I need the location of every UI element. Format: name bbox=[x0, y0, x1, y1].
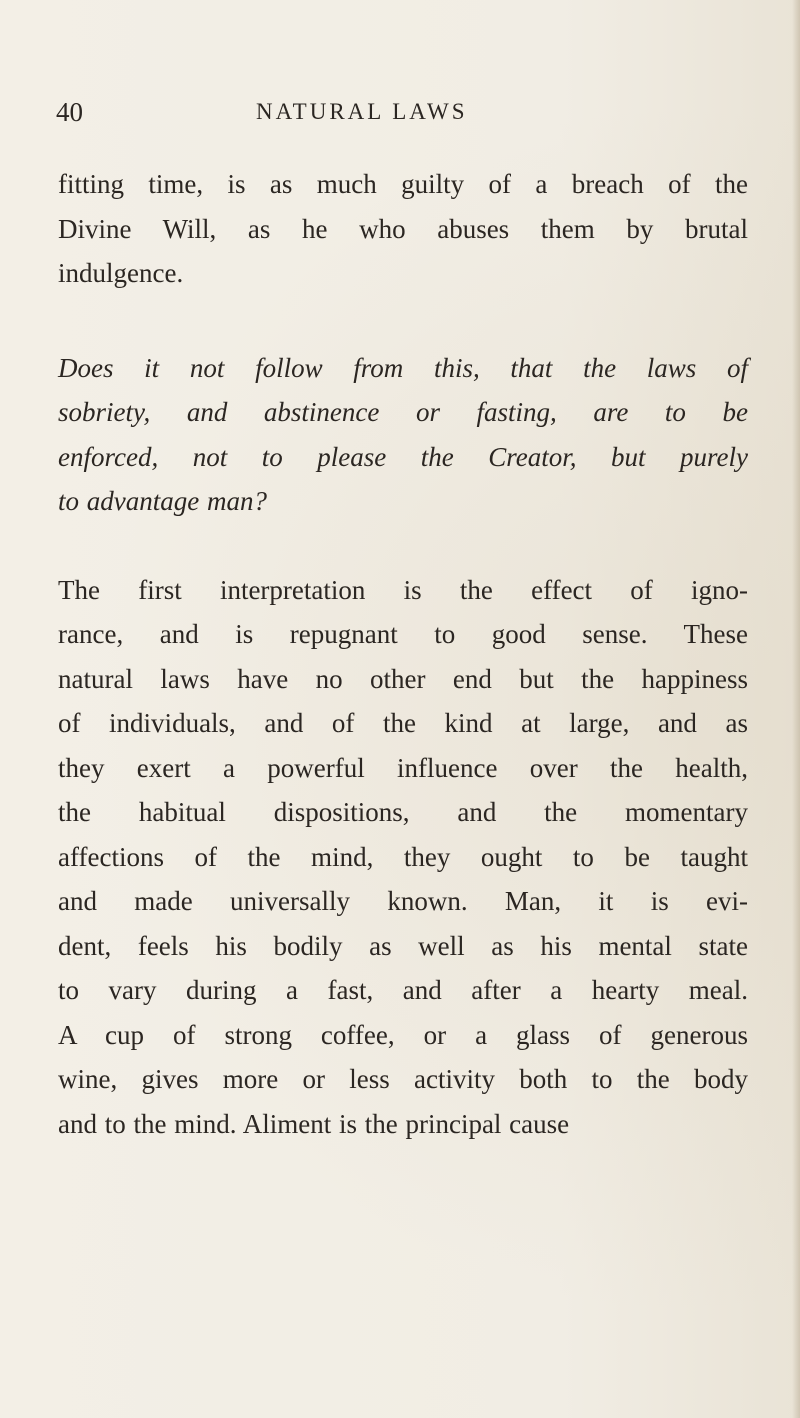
text-line: they exert a powerful influence over the health, bbox=[58, 752, 748, 783]
paragraph-2-question bbox=[58, 346, 748, 524]
running-head bbox=[56, 92, 756, 132]
paragraph-spacer bbox=[58, 524, 748, 568]
text-line: dent, feels his bodily as well as his mental state bbox=[58, 930, 748, 961]
paragraph-spacer bbox=[58, 296, 748, 346]
paragraph-1 bbox=[58, 162, 748, 296]
text-line: to advantage man? bbox=[58, 486, 267, 516]
text-line: Divine Will, as he who abuses them by brutal bbox=[58, 213, 748, 244]
text-line: The first interpretation is the effect of igno- bbox=[58, 574, 748, 605]
text-line: and made universally known. Man, it is evi- bbox=[58, 886, 748, 916]
text-line: affections of the mind, they ought to be taught bbox=[58, 841, 748, 872]
text-line: the habitual dispositions, and the momentary bbox=[58, 797, 748, 827]
body-text bbox=[58, 162, 748, 1146]
text-line: to vary during a fast, and after a hearty meal. bbox=[58, 975, 748, 1005]
text-line: A cup of strong coffee, or a glass of generous bbox=[58, 1019, 748, 1050]
text-line: rance, and is repugnant to good sense. These bbox=[58, 619, 748, 649]
paragraph-3 bbox=[58, 568, 748, 1147]
running-title: NATURAL LAWS bbox=[256, 99, 468, 124]
page-edge-shadow bbox=[792, 0, 800, 1418]
text-line: wine, gives more or less activity both to the body bbox=[58, 1064, 748, 1094]
page-number: 40 bbox=[56, 97, 83, 127]
text-line: enforced, not to please the Creator, but purely bbox=[58, 441, 748, 472]
text-line: and to the mind. Aliment is the principal cause bbox=[58, 1108, 570, 1139]
text-line: indulgence. bbox=[58, 258, 184, 288]
text-line: fitting time, is as much guilty of a breach of the bbox=[58, 169, 748, 199]
text-line: natural laws have no other end but the happiness bbox=[58, 663, 748, 694]
text-line: of individuals, and of the kind at large, and as bbox=[58, 708, 748, 738]
text-line: Does it not follow from this, that the laws of bbox=[58, 352, 748, 383]
text-line: sobriety, and abstinence or fasting, are to be bbox=[58, 397, 748, 427]
